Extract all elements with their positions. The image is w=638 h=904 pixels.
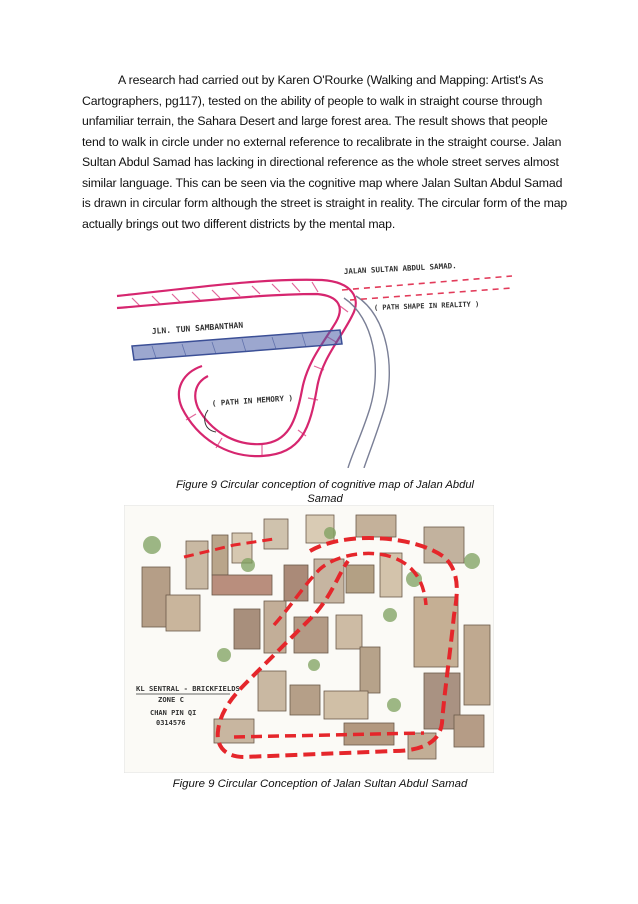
memory-path-inner [117,294,340,444]
label-kl-sentral: KL SENTRAL - BRICKFIELDS [136,684,240,693]
label-path-reality: ( PATH SHAPE IN REALITY ) [373,300,480,312]
label-author: CHAN PIN QI [150,709,197,717]
label-zone-c: ZONE C [158,695,184,704]
figure-caption-2: Figure 9 Circular Conception of Jalan Sultan Abdul Samad [172,778,468,790]
cognitive-map-sketch [112,258,532,468]
label-path-memory: ( PATH IN MEMORY ) [211,393,294,408]
label-student-id: 0314576 [156,719,186,727]
label-jln-tun-sambanthan: JLN. TUN SAMBANTHAN [151,320,244,336]
body-paragraph [82,70,570,234]
label-jalan-sultan: JALAN SULTAN ABDUL SAMAD. [343,261,457,276]
figure-caption-1: Figure 9 Circular conception of cognitive map of Jalan Abdul Samad [175,479,475,505]
street-line-right [356,296,389,468]
reality-path-bottom [350,288,512,300]
paragraph-text: A research had carried out by Karen O'Rourke (Walking and Mapping: Artist's As Cartographers, pg117), tested on the ability of people to walk in straight course through unfamiliar terrain, the Sahara Desert and large forest area. The result shows that people tend to walk in circle under no external reference to recalibrate in the straight course. Jalan Sultan Abdul Samad has lacking in directional reference as the whole street serves almost similar language. This can be seen via the cognitive map where Jalan Sultan Abdul Samad is drawn in circular form although the street is straight in reality. The circular form of the map actually brings out two different districts by the mental map. [82,73,568,231]
reality-path-top [342,276,512,290]
illustrated-cognitive-map [124,505,494,773]
